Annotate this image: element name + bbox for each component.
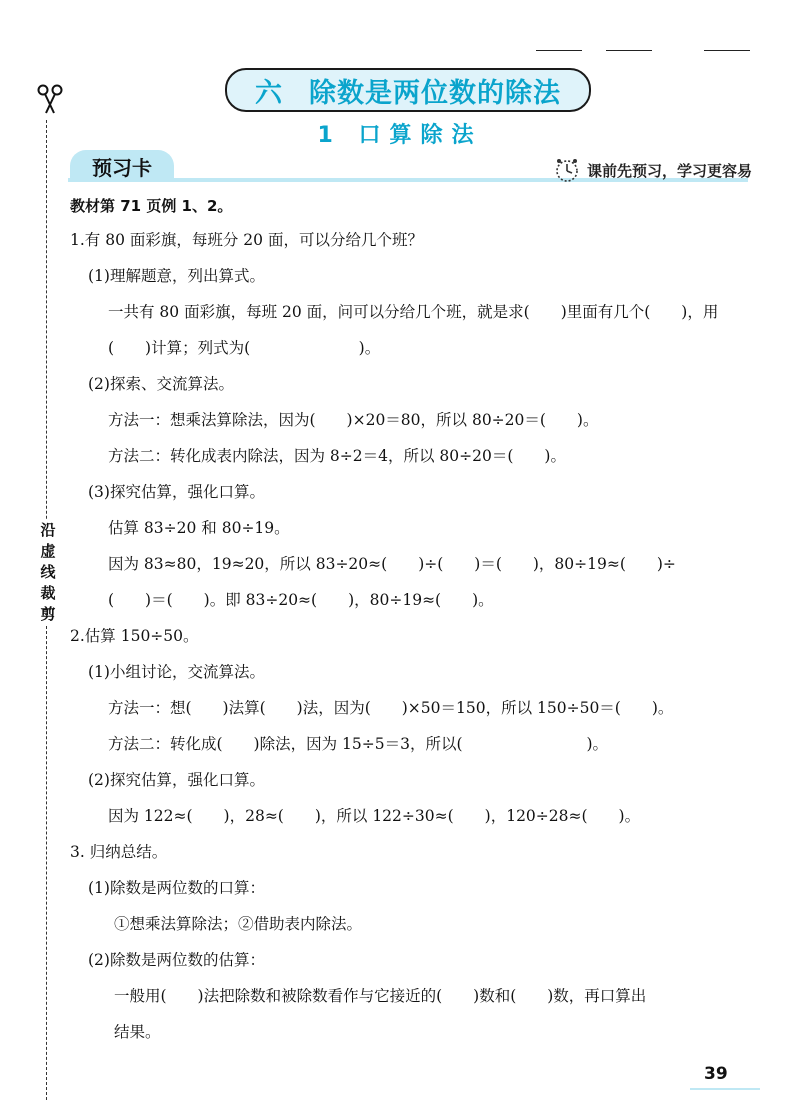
question-3: 3. 归纳总结。 xyxy=(70,843,168,861)
q2-step-2: (2)探究估算，强化口算。 xyxy=(88,771,265,789)
question-1: 1.有 80 面彩旗，每班分 20 面，可以分给几个班？ xyxy=(70,231,423,249)
q3-fill-line[interactable]: 一般用( )法把除数和被除数看作与它接近的( )数和( )数，再口算出 xyxy=(114,987,647,1005)
q1-step-2: (2)探索、交流算法。 xyxy=(88,375,234,393)
q1-estimate-line[interactable]: 因为 83≈80，19≈20，所以 83÷20≈( )÷( )＝( )，80÷19≈( )÷ xyxy=(108,555,676,573)
preview-tip: 课前先预习，学习更容易 xyxy=(553,157,752,183)
q2-estimate-line[interactable]: 因为 122≈( )，28≈( )，所以 122÷30≈( )，120÷28≈( )。 xyxy=(108,807,641,825)
q1-method-1[interactable]: 方法一：想乘法算除法，因为( )×20＝80，所以 80÷20＝( )。 xyxy=(108,411,599,429)
q2-method-2[interactable]: 方法二：转化成( )除法，因为 15÷5＝3，所以( )。 xyxy=(108,735,609,753)
preview-card-tab: 预习卡 xyxy=(70,150,174,182)
cut-guide-text: 沿 虚 线 裁 剪 xyxy=(40,521,56,623)
q3-point-1: (1)除数是两位数的口算： xyxy=(88,879,265,897)
q2-step-1: (1)小组讨论，交流算法。 xyxy=(88,663,265,681)
header-blank-2[interactable] xyxy=(606,50,652,51)
q1-fill-line[interactable]: ( )计算；列式为( )。 xyxy=(108,339,381,357)
q3-point-1-detail: ①想乘法算除法；②借助表内除法。 xyxy=(114,915,363,933)
q1-estimate-task: 估算 83÷20 和 80÷19。 xyxy=(108,519,290,537)
q1-estimate-line[interactable]: ( )＝( )。即 83÷20≈( )，80÷19≈( )。 xyxy=(108,591,494,609)
scissors-icon xyxy=(36,84,64,114)
question-2: 2.估算 150÷50。 xyxy=(70,627,199,645)
q1-step-1: (1)理解题意，列出算式。 xyxy=(88,267,265,285)
header-blank-3[interactable] xyxy=(704,50,750,51)
q3-fill-line: 结果。 xyxy=(114,1023,161,1041)
page-number: 39 xyxy=(704,1064,728,1084)
q1-method-2[interactable]: 方法二：转化成表内除法，因为 8÷2＝4，所以 80÷20＝( )。 xyxy=(108,447,566,465)
q1-fill-line[interactable]: 一共有 80 面彩旗，每班 20 面，问可以分给几个班，就是求( )里面有几个( )，用 xyxy=(108,303,719,321)
q1-step-3: (3)探究估算，强化口算。 xyxy=(88,483,265,501)
lesson-title: 1 口算除法 xyxy=(317,123,483,148)
q3-point-2: (2)除数是两位数的估算： xyxy=(88,951,265,969)
clock-icon xyxy=(553,157,581,183)
chapter-name: 除数是两位数的除法 xyxy=(309,77,561,109)
chapter-title xyxy=(225,68,591,112)
page-number-underline xyxy=(690,1088,760,1090)
q2-method-1[interactable]: 方法一：想( )法算( )法，因为( )×50＝150，所以 150÷50＝( )。 xyxy=(108,699,674,717)
header-blank-1[interactable] xyxy=(536,50,582,51)
chapter-number: 六 xyxy=(255,77,283,109)
textbook-reference: 教材第 71 页例 1、2。 xyxy=(70,197,233,215)
